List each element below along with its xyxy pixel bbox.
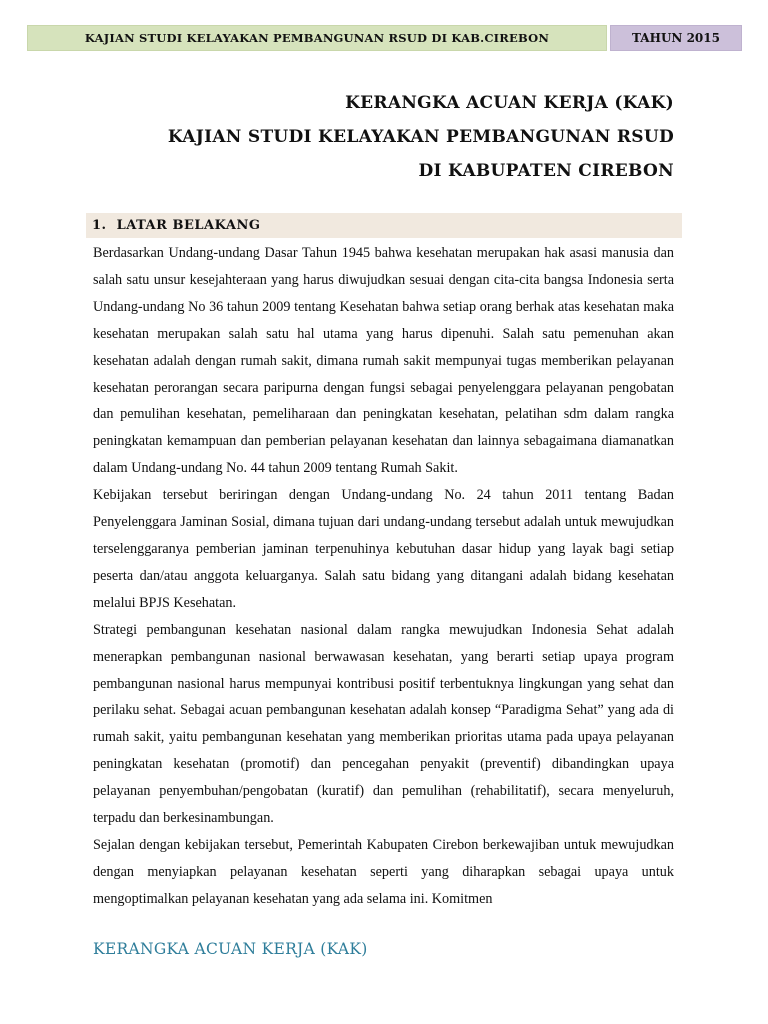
paragraph: Berdasarkan Undang-undang Dasar Tahun 1945 bahwa kesehatan merupakan hak asasi manusia dan salah satu unsur kesejahteraan yang harus diwujudkan sesuai dengan cita-cita bangsa Indonesia serta Undang-undang No 36 tahun 2009 tentang Kesehatan bahwa setiap orang berhak atas kesehatan maka kesehatan merupakan salah satu hal utama yang harus dipenuhi. Salah satu pemenuhan akan kesehatan adalah dengan rumah sakit, dimana rumah sakit mempunyai tugas memberikan pelayanan kesehatan perorangan secara paripurna dengan fungsi sebagai penyelenggara pelayanan pengobatan dan pemulihan kesehatan, pemeliharaan dan peningkatan kesehatan, pelatihan sdm dalam rangka peningkatan kemampuan dan pemberian pelayanan kesehatan dan lainnya sebagaimana diamanatkan dalam Undang-undang No. 44 tahun 2009 tentang Rumah Sakit.: [93, 245, 674, 477]
header-year: [610, 25, 742, 51]
section-number: 1.: [92, 218, 107, 233]
header-year-text: TAHUN 2015: [632, 31, 720, 45]
header-document-title: [27, 25, 607, 51]
section-heading: [86, 213, 682, 238]
body-text: [93, 240, 674, 913]
document-title-line-2: KAJIAN STUDI KELAYAKAN PEMBANGUNAN RSUD: [167, 127, 674, 147]
paragraph: Strategi pembangunan kesehatan nasional dalam rangka mewujudkan Indonesia Sehat adalah menerapkan pembangunan nasional berwawasan kesehatan, yang berarti setiap upaya program pembangunan nasional harus mempunyai kontribusi positif terbentuknya lingkungan yang sehat dan perilaku sehat. Sebagai acuan pembangunan kesehatan adalah konsep “Paradigma Sehat” yang ada di rumah sakit, yaitu pembangunan kesehatan yang memberikan prioritas utama pada upaya pelayanan peningkatan kesehatan (promotif) dan pencegahan penyakit (preventif) dibandingkan upaya pelayanan penyembuhan/pengobatan (kuratif) dan pemulihan (rehabilitatif), secara menyeluruh, terpadu dan berkesinambungan.: [93, 621, 674, 827]
header-title-text: KAJIAN STUDI KELAYAKAN PEMBANGUNAN RSUD DI KAB.CIREBON: [84, 31, 550, 45]
footer-title: KERANGKA ACUAN KERJA (KAK): [93, 940, 368, 958]
section-title: LATAR BELAKANG: [116, 218, 261, 233]
paragraph: Sejalan dengan kebijakan tersebut, Pemerintah Kabupaten Cirebon berkewajiban untuk mewujudkan dengan menyiapkan pelayanan kesehatan seperti yang diharapkan sebagai upaya untuk mengoptimalkan pelayanan kesehatan yang ada selama ini. Komitmen: [93, 836, 674, 907]
document-title-line-1: KERANGKA ACUAN KERJA (KAK): [345, 93, 674, 113]
paragraph: Kebijakan tersebut beriringan dengan Undang-undang No. 24 tahun 2011 tentang Badan Penyelenggara Jaminan Sosial, dimana tujuan dari undang-undang tersebut adalah untuk mewujudkan terselenggaranya pemberian jaminan terpenuhinya kebutuhan dasar hidup yang layak bagi setiap peserta dan/atau anggota keluarganya. Salah satu bidang yang ditangani adalah bidang kesehatan melalui BPJS Kesehatan.: [93, 487, 674, 611]
document-title: [168, 86, 674, 188]
document-title-line-3: DI KABUPATEN CIREBON: [418, 161, 674, 181]
